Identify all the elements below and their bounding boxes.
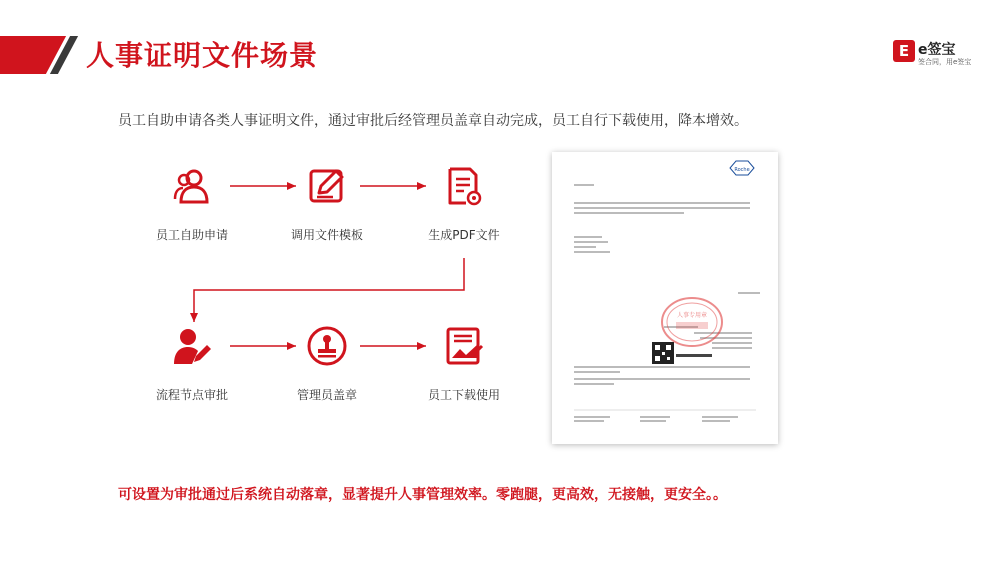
edit-document-icon: [307, 166, 347, 206]
official-seal-stamp: [662, 298, 722, 346]
flow-step-label: 调用文件模板: [290, 228, 363, 242]
document-preview-page: [552, 152, 778, 444]
user-group-icon: [172, 166, 212, 206]
flow-step-label: 生成PDF文件: [428, 228, 500, 242]
flow-step-label: 员工下载使用: [427, 388, 500, 402]
download-document-icon: [444, 326, 484, 366]
document-preview: [552, 152, 778, 444]
slide-title: 人事证明文件场景: [86, 39, 319, 72]
flow-arrow-3: [194, 258, 464, 322]
brand-logo-mark: E: [893, 40, 915, 62]
conclusion-text: 可设置为审批通过后系统自动落章，显著提升人事管理效率。零跑腿，更高效，无接触，更安全。。: [118, 487, 727, 503]
flow-step-label: 员工自助申请: [155, 228, 228, 242]
brand-logo-slogan: 签合同，用e签宝: [918, 58, 972, 66]
svg-text:人事专用章: 人事专用章: [676, 312, 708, 319]
brand-logo-name: e签宝: [918, 42, 956, 58]
pdf-document-icon: [444, 166, 484, 206]
brand-logo-hexagon: [730, 161, 754, 175]
intro-text: 员工自助申请各类人事证明文件，通过审批后经管理员盖章自动完成，员工自行下载使用，降本增效。: [118, 113, 748, 129]
flow-step-label: 管理员盖章: [296, 388, 357, 402]
svg-text:Roche: Roche: [734, 167, 750, 173]
stamp-icon: [307, 326, 347, 366]
brand-logo: [893, 40, 973, 70]
flow-step-label: 流程节点审批: [155, 388, 228, 402]
user-approve-icon: [172, 326, 212, 366]
